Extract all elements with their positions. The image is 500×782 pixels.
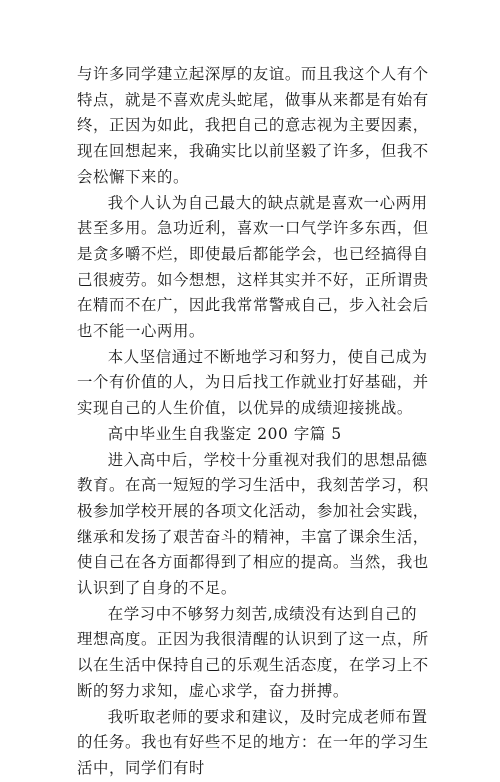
paragraph-1: 与许多同学建立起深厚的友谊。而且我这个人有个特点，就是不喜欢虎头蛇尾，做事从来都是有始有终，正因为如此，我把自己的意志视为主要因素，现在回想起来，我确实比以前坚毅了许多，但我不会松懈下来的。 — [77, 65, 429, 186]
paragraph-6: 我听取老师的要求和建议，及时完成老师布置的任务。我也有好些不足的地方：在一年的学习生活中，同学们有时 — [77, 707, 429, 777]
paragraph-4: 进入高中后，学校十分重视对我们的思想品德教育。在高一短短的学习生活中，我刻苦学习，积极参加学校开展的各项文化活动，参加社会实践，继承和发扬了艰苦奋斗的精神，丰富了课余生活，使自己在各方面都得到了相应的提高。当然，我也认识到了自身的不足。 — [77, 450, 429, 598]
paragraph-2: 我个人认为自己最大的缺点就是喜欢一心两用甚至多用。急功近利，喜欢一口气学许多东西，但是贪多嚼不烂，即使最后都能学会，也已经搞得自己很疲劳。如今想想，这样其实并不好，正所谓贵在精而不在广，因此我常常警戒自己，步入社会后也不能一心两用。 — [77, 193, 429, 341]
section-heading: 高中毕业生自我鉴定 200 字篇 5 — [107, 424, 342, 443]
paragraph-5: 在学习中不够努力刻苦,成绩没有达到自己的理想高度。正因为我很清醒的认识到了这一点，所以在生活中保持自己的乐观生活态度，在学习上不断的努力求知，虚心求学，奋力拼搏。 — [77, 604, 429, 700]
document-body — [77, 62, 429, 782]
paragraph-3: 本人坚信通过不断地学习和努力，使自己成为一个有价值的人，为日后找工作就业打好基础，并实现自己的人生价值，以优异的成绩迎接挑战。 — [77, 347, 429, 418]
